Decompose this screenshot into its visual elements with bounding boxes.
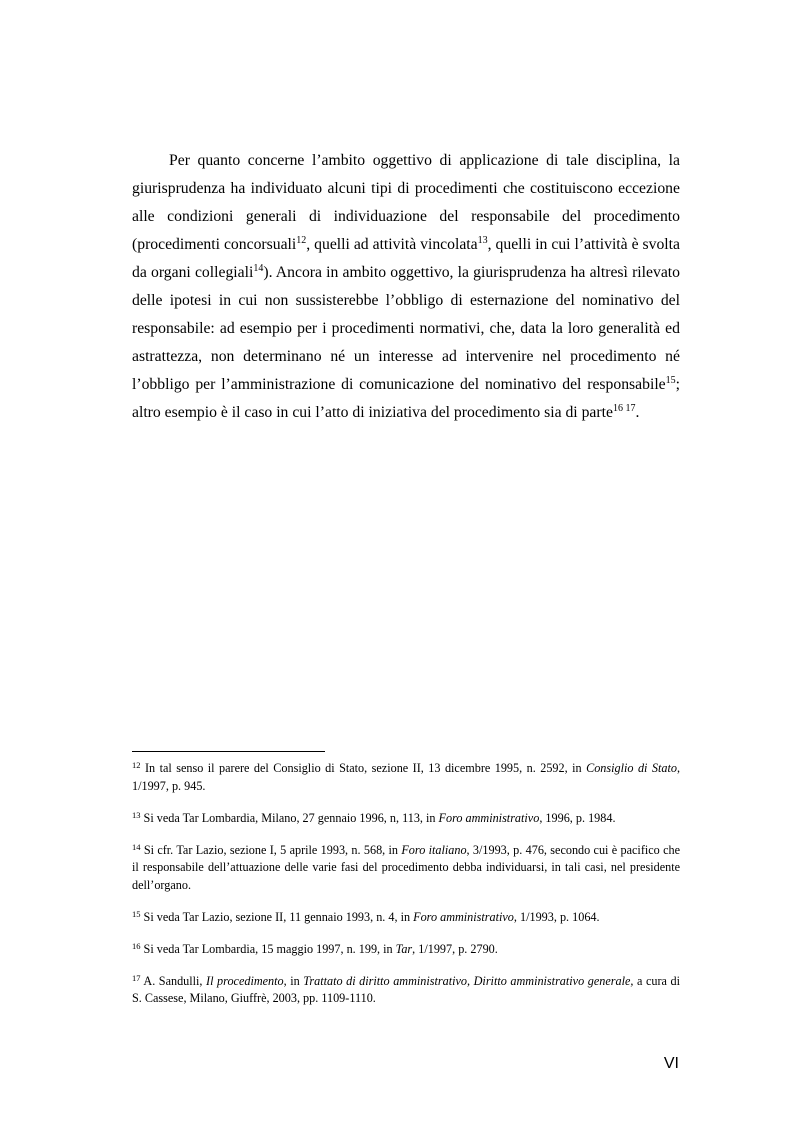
footnote-number: 13 [132, 809, 141, 820]
body-text-segment: ). Ancora in ambito oggettivo, la giurisprudenza ha altresì rilevato delle ipotesi in cui non sussisterebbe l’obbligo di esternazione del nominativo del responsabile: ad esempio per i procedimenti normativi, che, data la loro generalità ed astrattezza, non determinano né un interesse ad intervenire nel procedimento né l’obbligo per l’amministrazione di comunicazione del nominativo del responsabile [132, 264, 680, 394]
footnote-italic: Il procedimento [206, 973, 284, 988]
footnote-text: A. Sandulli, [140, 973, 207, 988]
body-text-segment: Per quanto concerne l’ambito oggettivo di applicazione di tale disciplina, la giurisprudenza ha individuato alcuni tipi di procedimenti che costituiscono eccezione alle condizioni generali di individuazione del responsabile del procedimento (procedimenti concorsuali [132, 152, 680, 254]
footnote-text: Si cfr. Tar Lazio, sezione I, 5 aprile 1993, n. 568, in [140, 842, 402, 857]
footnote-ref-14[interactable]: 14 [253, 263, 264, 275]
footnote-number: 15 [132, 908, 141, 919]
footnote-text: , 1/1993, p. 1064. [513, 909, 600, 924]
footnote-number: 17 [132, 972, 141, 983]
footnote-text: , 1/1997, p. 2790. [412, 941, 498, 956]
footnote-16 [132, 941, 680, 959]
body-text-segment: . [635, 404, 640, 422]
body-text-segment: , quelli in cui l’attività è svolta da organi collegiali [132, 236, 680, 282]
footnote-italic: Foro amministrativo [438, 810, 540, 825]
footnote-ref-16-17[interactable]: 16 17 [612, 403, 636, 415]
footnote-ref-15[interactable]: 15 [665, 375, 676, 387]
footnote-text: , 1/1997, p. 945. [132, 761, 680, 793]
footnote-15 [132, 909, 680, 927]
footnote-17 [132, 973, 680, 1008]
footnote-italic: Foro amministrativo [413, 909, 514, 924]
footnote-ref-13[interactable]: 13 [477, 235, 488, 247]
footnote-number: 14 [132, 841, 141, 852]
footnote-text: a cura di S. Cassese, Milano, Giuffrè, 2003, pp. 1109-1110. [132, 973, 680, 1005]
footnote-text: In tal senso il parere del Consiglio di Stato, sezione II, 13 dicembre 1995, n. 2592, in [140, 761, 587, 775]
footnote-text: , 3/1993, p. 476, secondo cui è pacifico che il responsabile dell’attuazione delle varie fasi del procedimento debba individuarsi, in tali casi, nel presidente dell’organo. [132, 842, 681, 892]
page-number: VI [663, 1055, 679, 1072]
footnote-divider [132, 751, 325, 752]
footnote-ref-12[interactable]: 12 [296, 235, 307, 247]
footnote-12 [132, 760, 680, 795]
footnote-italic: Tar [395, 941, 413, 956]
footnote-13 [132, 810, 680, 828]
footnote-text: Si veda Tar Lombardia, Milano, 27 gennaio 1996, n, 113, in [140, 810, 439, 825]
footnote-text: Si veda Tar Lombardia, 15 maggio 1997, n. 199, in [140, 941, 396, 956]
footnote-14 [132, 842, 680, 895]
body-text-segment: ; altro esempio è il caso in cui l’atto di iniziativa del procedimento sia di parte [132, 376, 680, 422]
footnote-text: , 1996, p. 1984. [539, 810, 616, 825]
footnote-number: 16 [132, 940, 141, 951]
body-paragraph [132, 147, 680, 427]
footnote-text: Si veda Tar Lazio, sezione II, 11 gennaio 1993, n. 4, in [140, 909, 414, 924]
footnotes-section [132, 760, 680, 1022]
footnote-italic: Foro italiano [401, 842, 467, 857]
footnote-italic: Consiglio di Stato [586, 761, 677, 775]
footnote-text: , in [283, 973, 304, 988]
body-text-segment: , quelli ad attività vincolata [306, 236, 478, 254]
footnote-number: 12 [132, 760, 141, 770]
footnote-italic: Trattato di diritto amministrativo, Diritto amministrativo generale, [303, 973, 634, 988]
